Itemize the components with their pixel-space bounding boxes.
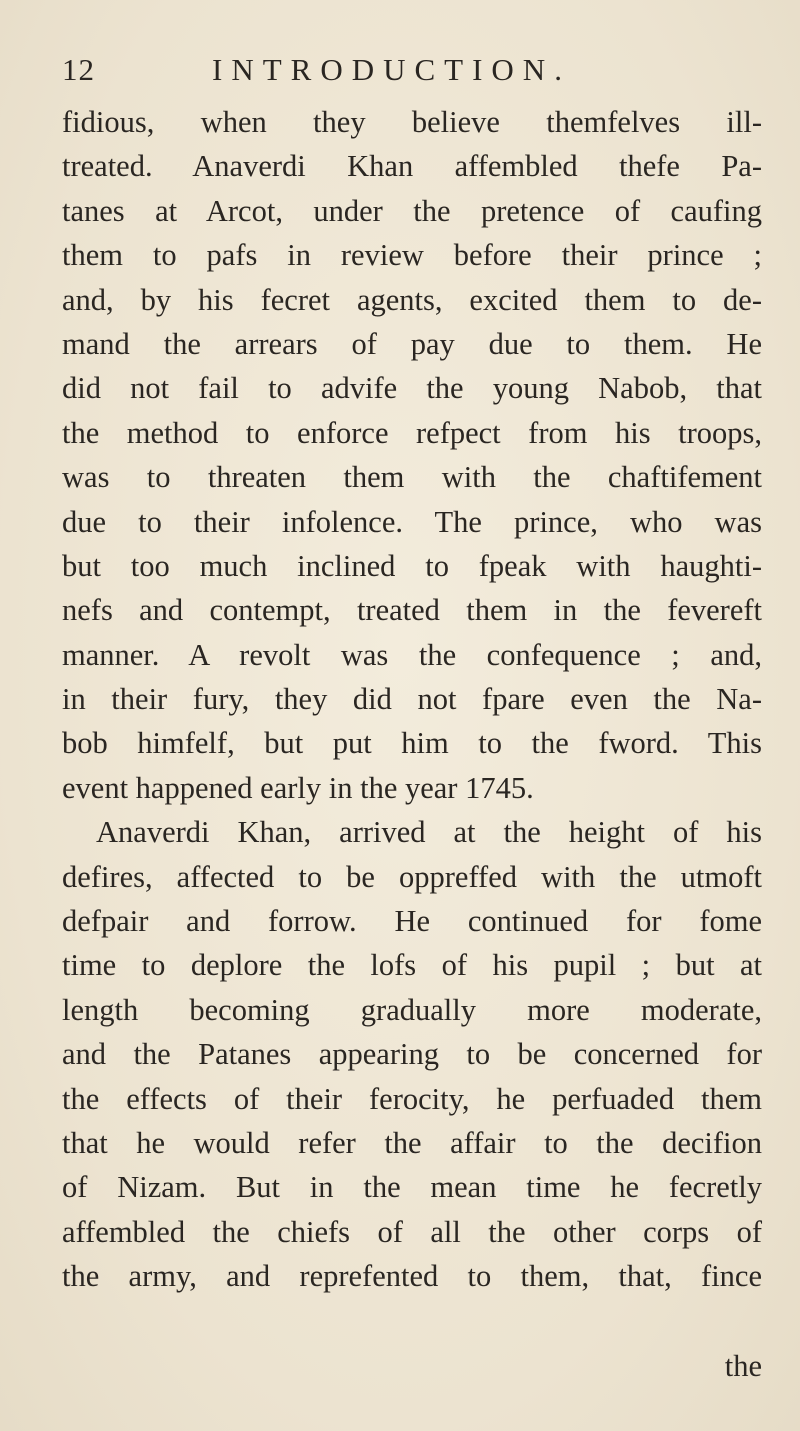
paragraph-start-line: Anaverdi Khan, arrived at the height of his	[96, 815, 762, 850]
running-head-title: INTRODUCTION.	[212, 52, 571, 87]
text-line: them to pafs in review before their prince ;	[62, 238, 762, 273]
body-text	[62, 100, 762, 1299]
text-line: bob himfelf, but put him to the fword. This	[62, 726, 762, 761]
text-line: that he would refer the affair to the decifion	[62, 1125, 762, 1160]
text-line: defires, affected to be oppreffed with the utmoft	[62, 859, 762, 894]
text-line: and the Patanes appearing to be concerned for	[62, 1037, 762, 1072]
text-line: but too much inclined to fpeak with haughti-	[62, 548, 762, 583]
text-line: time to deplore the lofs of his pupil ; but at	[62, 948, 762, 983]
text-line: fidious, when they believe themfelves ill-	[62, 105, 762, 139]
text-line: affembled the chiefs of all the other corps of	[62, 1214, 762, 1249]
text-line: of Nizam. But in the mean time he fecretly	[62, 1170, 762, 1205]
text-line: the army, and reprefented to them, that, fince	[62, 1259, 762, 1294]
text-line: tanes at Arcot, under the pretence of caufing	[62, 193, 762, 228]
text-line: mand the arrears of pay due to them. He	[62, 326, 762, 361]
running-head	[62, 52, 762, 92]
paragraph-end-line: event happened early in the year 1745.	[62, 770, 534, 805]
text-line: was to threaten them with the chaftifement	[62, 460, 762, 495]
text-line: the method to enforce refpect from his troops,	[62, 415, 762, 450]
catchword: the	[724, 1349, 762, 1383]
text-line: treated. Anaverdi Khan affembled thefe Pa-	[62, 149, 762, 184]
text-line: defpair and forrow. He continued for fome	[62, 904, 762, 939]
text-line: length becoming gradually more moderate,	[62, 992, 762, 1027]
text-line: manner. A revolt was the confequence ; and,	[62, 637, 762, 672]
text-line: the effects of their ferocity, he perfuaded them	[62, 1081, 762, 1116]
text-line: did not fail to advife the young Nabob, that	[62, 371, 762, 406]
page-number: 12	[62, 52, 95, 87]
text-line: due to their infolence. The prince, who was	[62, 504, 762, 539]
text-line: and, by his fecret agents, excited them to de-	[62, 282, 762, 317]
text-line: in their fury, they did not fpare even the Na-	[62, 682, 762, 717]
text-line: nefs and contempt, treated them in the fevereft	[62, 593, 762, 628]
